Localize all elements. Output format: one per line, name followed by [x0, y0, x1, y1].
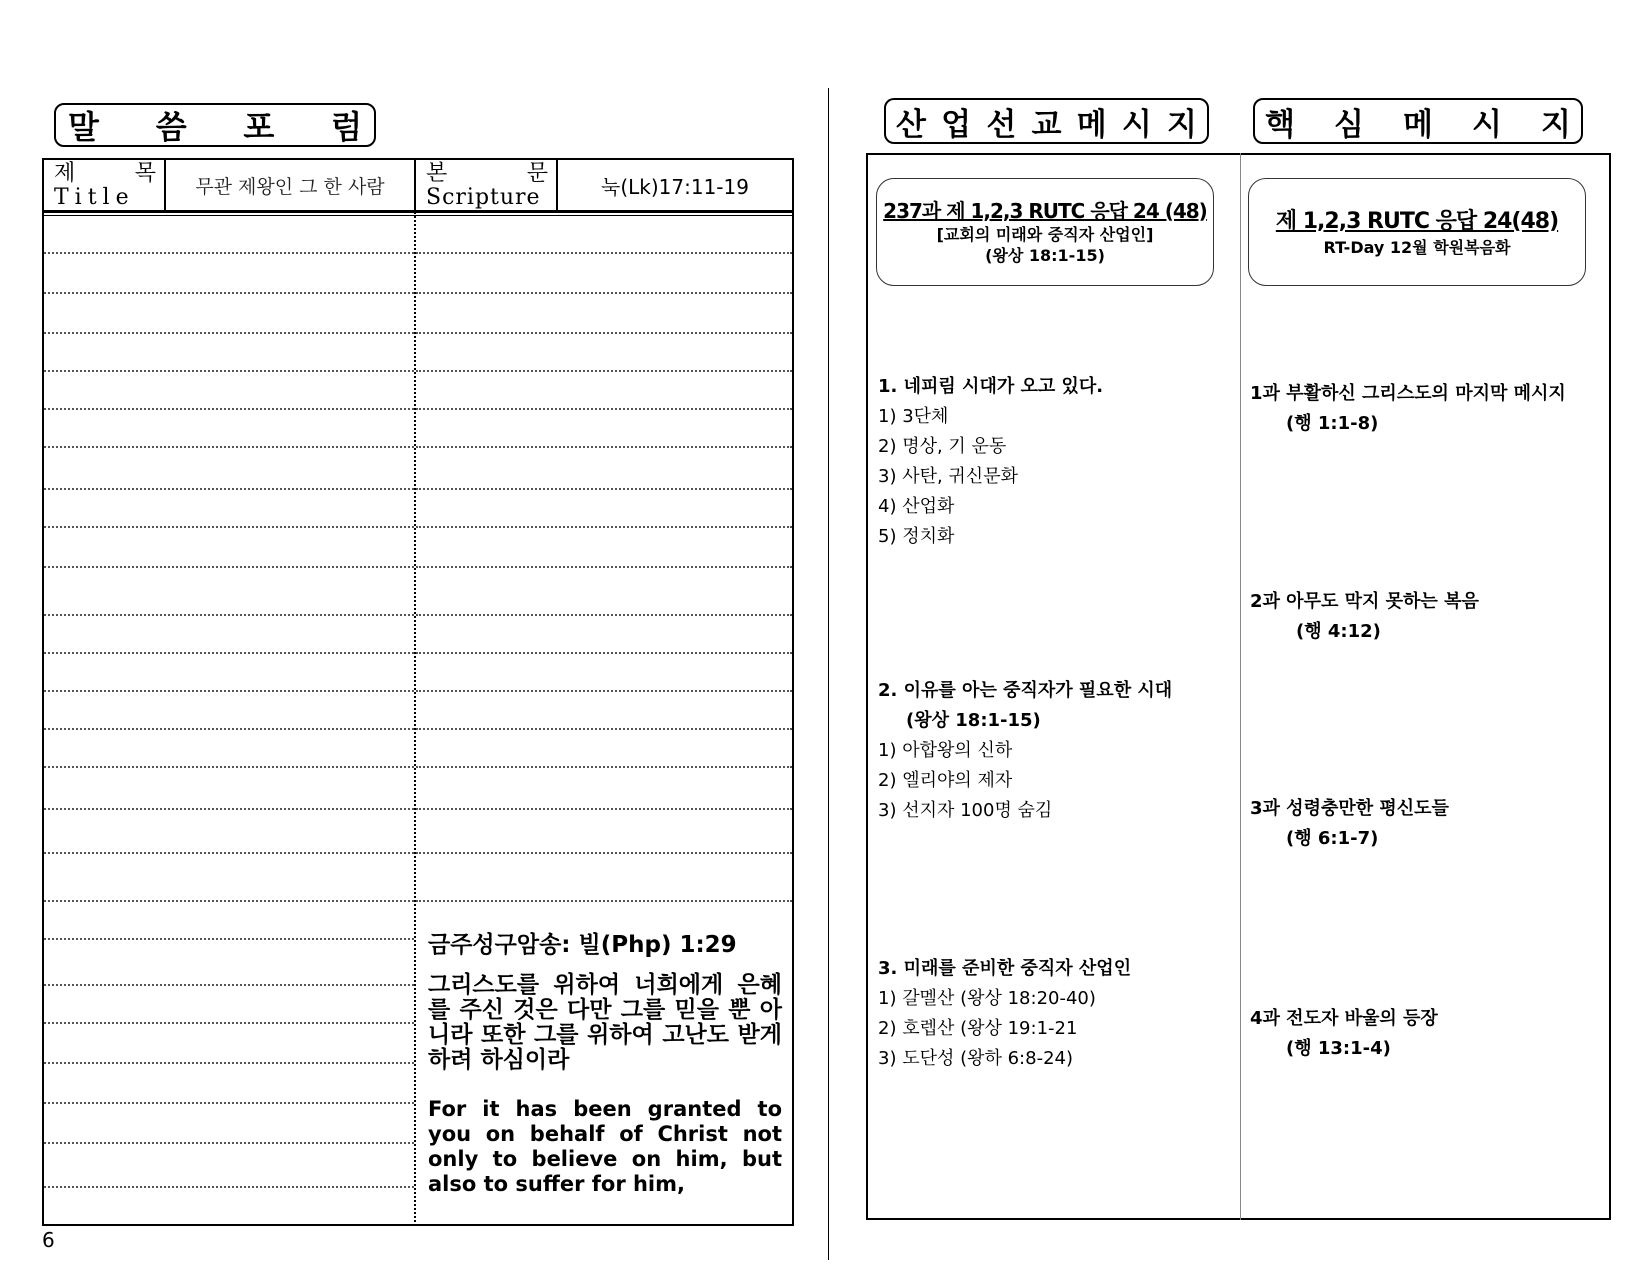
- lesson-card-industry: [876, 178, 1214, 286]
- outline-section-1: [878, 372, 1228, 552]
- outline-heading: 1. 네피림 시대가 오고 있다.: [878, 376, 1104, 397]
- note-rule-line: [44, 1022, 414, 1024]
- note-rule-line: [44, 808, 414, 810]
- note-rule-line: [416, 652, 792, 654]
- forum-header-char: 말: [68, 108, 99, 146]
- scripture-label: [416, 160, 558, 210]
- note-rule-line: [44, 728, 414, 730]
- note-rule-line: [416, 446, 792, 448]
- scripture-value: 눅(Lk)17:11-19: [601, 174, 749, 199]
- outline-item: 1) 갈멜산 (왕상 18:20-40): [878, 988, 1096, 1009]
- message-divider: [1240, 153, 1241, 1220]
- core-lesson-title: 4과 전도자 바울의 등장: [1250, 1008, 1438, 1029]
- memory-verse-english: For it has been granted to you on behalf of Christ not only to believe on him, but also to suffer for him,: [428, 1097, 782, 1196]
- note-rule-line: [416, 526, 792, 528]
- note-rule-line: [44, 1102, 414, 1104]
- outline-subheading: (왕상 18:1-15): [906, 710, 1041, 731]
- outline-section-3: [878, 954, 1228, 1074]
- note-rule-line: [44, 766, 414, 768]
- core-lesson-1: [1250, 379, 1606, 439]
- note-rule-line: [44, 446, 414, 448]
- note-rule-line: [44, 526, 414, 528]
- page-spine: [828, 88, 829, 1260]
- outline-heading: 2. 이유를 아는 중직자가 필요한 시대: [878, 680, 1173, 701]
- core-lesson-3: [1250, 794, 1606, 854]
- memory-verse: [428, 926, 782, 1197]
- note-rule-line: [416, 900, 792, 902]
- outline-item: 5) 정치화: [878, 526, 955, 547]
- note-rule-line: [44, 1062, 414, 1064]
- forum-header: [54, 103, 376, 147]
- outline-item: 3) 도단성 (왕하 6:8-24): [878, 1048, 1073, 1069]
- note-rule-line: [416, 370, 792, 372]
- outline-item: 3) 사탄, 귀신문화: [878, 466, 1018, 487]
- core-lesson-4: [1250, 1004, 1606, 1064]
- outline-item: 1) 아합왕의 신하: [878, 740, 1013, 761]
- header-char: 메: [1403, 106, 1433, 143]
- note-rule-line: [44, 690, 414, 692]
- outline-item: 1) 3단체: [878, 406, 949, 427]
- header-char: 메: [1076, 106, 1107, 143]
- core-message-header: [1253, 98, 1583, 144]
- core-lesson-ref: (행 6:1-7): [1286, 828, 1379, 849]
- note-rule-line: [416, 408, 792, 410]
- note-rule-line: [44, 900, 414, 902]
- core-lesson-ref: (행 4:12): [1296, 621, 1381, 642]
- note-rule-line: [44, 292, 414, 294]
- core-lesson-ref: (행 1:1-8): [1286, 413, 1379, 434]
- outline-item: 2) 엘리야의 제자: [878, 770, 1013, 791]
- note-rule-line: [44, 984, 414, 986]
- note-rule-line: [416, 808, 792, 810]
- forum-header-char: 씀: [155, 108, 187, 146]
- note-rule-line: [44, 488, 414, 490]
- lesson-card-subtitle: [교회의 미래와 중직자 산업인]: [936, 225, 1154, 244]
- note-rule-line: [416, 292, 792, 294]
- header-char: 선: [986, 106, 1017, 143]
- note-rule-line: [416, 614, 792, 616]
- title-label-ko-1: 제: [54, 161, 76, 186]
- industry-mission-header: [884, 98, 1209, 144]
- note-rule-line: [416, 332, 792, 334]
- scripture-label-ko-1: 본: [426, 161, 448, 186]
- forum-header-char: 럼: [331, 108, 362, 146]
- note-rule-line: [44, 408, 414, 410]
- header-char: 시: [1121, 106, 1152, 143]
- outline-item: 3) 선지자 100명 숨김: [878, 800, 1053, 821]
- title-label-ko-2: 목: [134, 161, 156, 186]
- outline-item: 4) 산업화: [878, 496, 955, 517]
- title-value: 무관 제왕인 그 한 사람: [166, 160, 416, 210]
- note-rule-line: [416, 852, 792, 854]
- core-lesson-title: 2과 아무도 막지 못하는 복음: [1250, 591, 1479, 612]
- note-rule-line: [44, 852, 414, 854]
- note-rule-line: [44, 938, 414, 940]
- scripture-label-en: Scripture: [426, 185, 541, 210]
- note-rule-line: [416, 252, 792, 254]
- header-char: 지: [1167, 106, 1197, 143]
- lesson-card-title: 제 1,2,3 RUTC 응답 24(48): [1275, 208, 1559, 234]
- page-number: 6: [42, 1228, 55, 1252]
- note-rule-line: [44, 652, 414, 654]
- title-label: [44, 160, 166, 210]
- note-rule-line: [416, 766, 792, 768]
- scripture-label-ko-2: 문: [526, 161, 548, 186]
- lesson-card-title: 237과 제 1,2,3 RUTC 응답 24 (48): [883, 199, 1207, 223]
- core-lesson-title: 1과 부활하신 그리스도의 마지막 메시지: [1250, 383, 1566, 404]
- memory-verse-korean: 그리스도를 위하여 너희에게 은혜를 주신 것은 다만 그를 믿을 뿐 아니라 또한 그를 위하여 고난도 받게 하려 하심이라: [428, 972, 782, 1073]
- header-char: 업: [941, 106, 972, 143]
- outline-heading: 3. 미래를 준비한 중직자 산업인: [878, 958, 1132, 979]
- note-rule-line: [416, 728, 792, 730]
- note-rule-line: [416, 566, 792, 568]
- note-rule-line: [44, 332, 414, 334]
- core-lesson-title: 3과 성령충만한 평신도들: [1250, 798, 1449, 819]
- note-rule-line: [44, 566, 414, 568]
- lesson-card-subtitle: RT-Day 12월 학원복음화: [1323, 237, 1511, 257]
- header-char: 심: [1334, 106, 1364, 143]
- note-rule-line: [44, 252, 414, 254]
- notes-top-line: [42, 212, 794, 216]
- outline-section-2: [878, 676, 1228, 826]
- memory-verse-ref: 금주성구암송: 빌(Php) 1:29: [428, 932, 737, 958]
- header-char: 시: [1472, 106, 1502, 143]
- forum-header-char: 포: [243, 108, 275, 146]
- header-char: 지: [1541, 106, 1571, 143]
- header-char: 핵: [1265, 106, 1295, 143]
- title-table: [42, 158, 794, 212]
- lesson-card-core: [1248, 178, 1586, 286]
- note-rule-line: [416, 488, 792, 490]
- outline-item: 2) 호렙산 (왕상 19:1-21: [878, 1018, 1078, 1039]
- core-lesson-2: [1250, 587, 1606, 647]
- outline-item: 2) 명상, 기 운동: [878, 436, 1007, 457]
- lesson-card-reference: (왕상 18:1-15): [985, 246, 1105, 265]
- header-char: 산: [896, 106, 926, 143]
- note-rule-line: [44, 614, 414, 616]
- header-char: 교: [1031, 106, 1062, 143]
- core-lesson-ref: (행 13:1-4): [1286, 1038, 1391, 1059]
- note-rule-line: [416, 690, 792, 692]
- note-rule-line: [44, 370, 414, 372]
- note-rule-line: [44, 1186, 414, 1188]
- notes-divider: [414, 212, 416, 1226]
- title-label-en: Title: [54, 185, 135, 210]
- note-rule-line: [44, 1142, 414, 1144]
